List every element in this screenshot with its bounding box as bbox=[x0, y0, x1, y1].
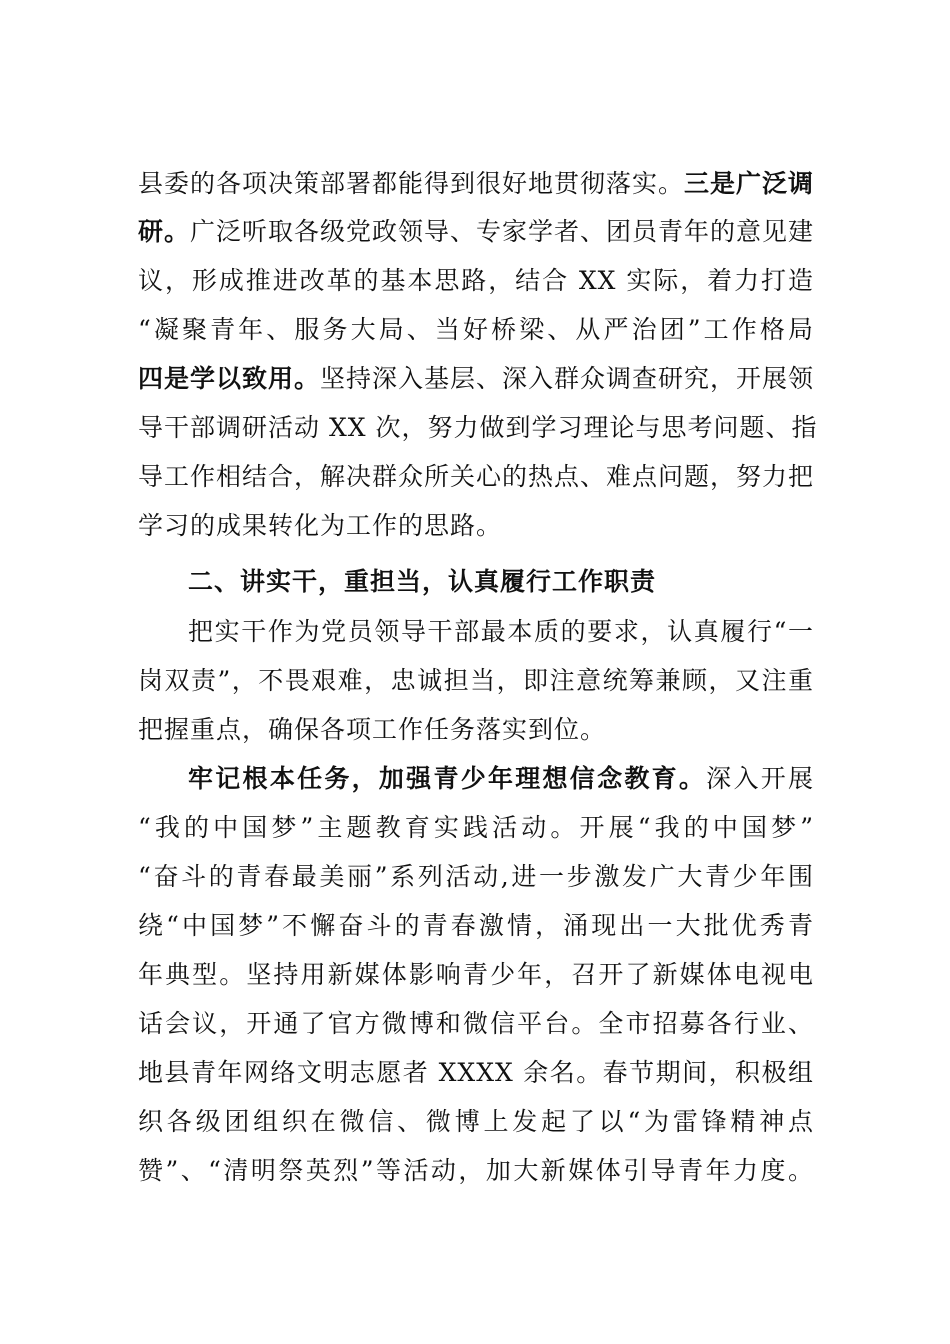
text-line: 四是学以致用。坚持深入基层、深入群众调查研究，开展领 bbox=[138, 364, 815, 393]
text-line: “凝聚青年、服务大局、当好桥梁、从严治团”工作格局 bbox=[138, 315, 814, 344]
section-heading: 二、讲实干，重担当，认真履行工作职责 bbox=[188, 567, 657, 596]
text-line: 岗双责”，不畏艰难，忠诚担当，即注意统筹兼顾，又注重 bbox=[138, 666, 814, 695]
text-line: 议，形成推进改革的基本思路，结合 XX 实际，着力打造 bbox=[138, 266, 814, 295]
text-line: 把握重点，确保各项工作任务落实到位。 bbox=[138, 715, 607, 744]
text-line: 导干部调研活动 XX 次，努力做到学习理论与思考问题、指 bbox=[138, 413, 818, 442]
text-line: 织各级团组织在微信、微博上发起了以“为雷锋精神点 bbox=[138, 1107, 814, 1136]
text-line: 学习的成果转化为工作的思路。 bbox=[138, 511, 503, 540]
text-line: 牢记根本任务，加强青少年理想信念教育。深入开展 bbox=[188, 764, 814, 793]
text-line: “我的中国梦”主题教育实践活动。开展“我的中国梦” bbox=[138, 813, 814, 842]
text-line: 研。广泛听取各级党政领导、专家学者、团员青年的意见建 bbox=[138, 217, 815, 246]
text-line: 话会议，开通了官方微博和微信平台。全市招募各行业、 bbox=[138, 1009, 814, 1038]
text-line: 地县青年网络文明志愿者 XXXX 余名。春节期间，积极组 bbox=[138, 1058, 814, 1087]
text-line: 绕“中国梦”不懈奋斗的青春激情，涌现出一大批优秀青 bbox=[138, 911, 814, 940]
text-line: 赞”、“清明祭英烈”等活动，加大新媒体引导青年力度。 bbox=[138, 1156, 814, 1185]
text-line: 导工作相结合，解决群众所关心的热点、难点问题，努力把 bbox=[138, 462, 815, 491]
text-line: 把实干作为党员领导干部最本质的要求，认真履行“一 bbox=[188, 617, 814, 646]
text-line: “奋斗的青春最美丽”系列活动,进一步激发广大青少年围 bbox=[138, 862, 814, 891]
text-line: 年典型。坚持用新媒体影响青少年，召开了新媒体电视电 bbox=[138, 960, 814, 989]
text-line: 县委的各项决策部署都能得到很好地贯彻落实。三是广泛调 bbox=[138, 169, 815, 198]
